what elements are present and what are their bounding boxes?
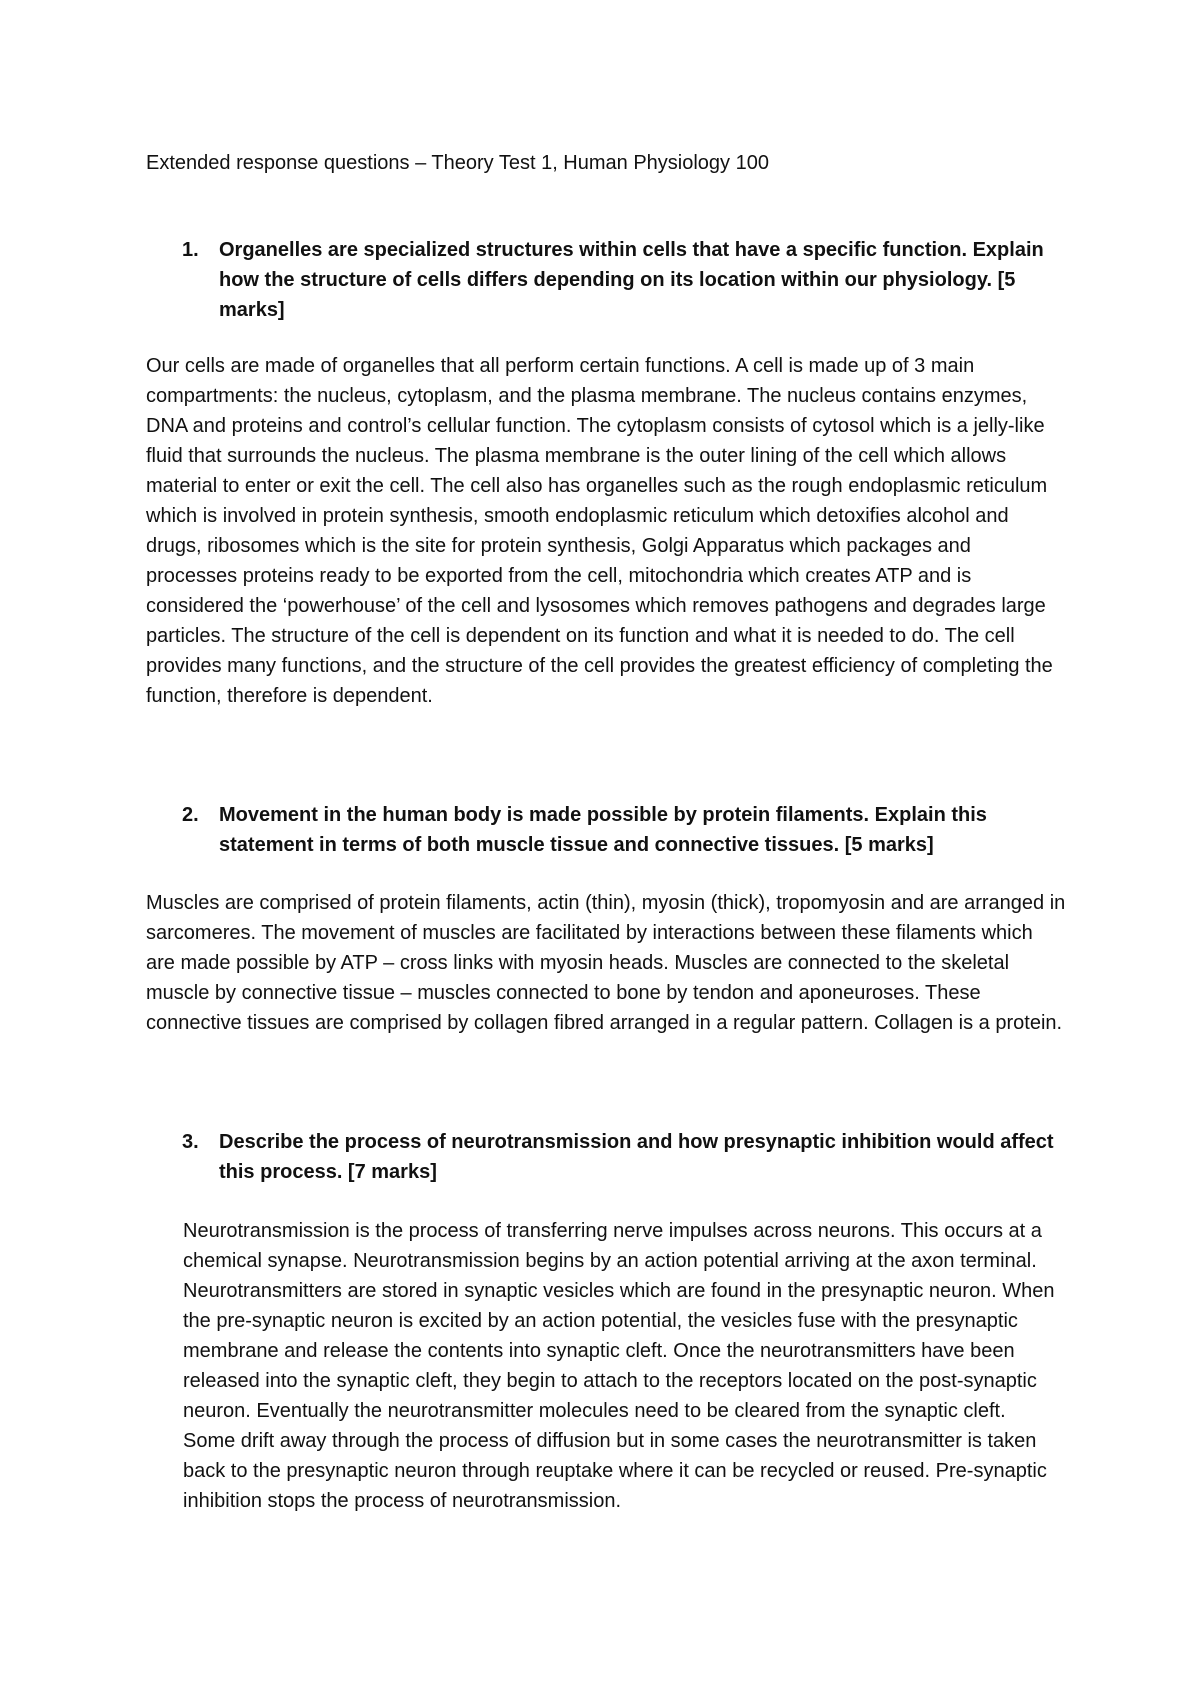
- question-text: Movement in the human body is made possible by protein filaments. Explain this statement in terms of both muscle tissue and connective tissues. [5 marks]: [219, 804, 987, 856]
- answer-3: Neurotransmission is the process of transferring nerve impulses across neurons. This occurs at a chemical synapse. Neurotransmission begins by an action potential arriving at the axon terminal. Neurotransmitters are stored in synaptic vesicles which are found in the presynaptic neuron. When the pre-synaptic neuron is excited by an action potential, the vesicles fuse with the presynaptic membrane and release the contents into synaptic cleft. Once the neurotransmitters have been released into the synaptic cleft, they begin to attach to the receptors located on the post-synaptic neuron. Eventually the neurotransmitter molecules need to be cleared from the synaptic cleft. Some drift away through the process of diffusion but in some cases the neurotransmitter is taken back to the presynaptic neuron through reuptake where it can be recycled or reused. Pre-synaptic inhibition stops the process of neurotransmission.: [183, 1220, 1055, 1512]
- question-number: 2.: [182, 804, 199, 826]
- question-1: [146, 235, 1076, 325]
- question-text: Describe the process of neurotransmission and how presynaptic inhibition would affect this process. [7 marks]: [219, 1131, 1054, 1183]
- answer-1: Our cells are made of organelles that all perform certain functions. A cell is made up of 3 main compartments: the nucleus, cytoplasm, and the plasma membrane. The nucleus contains enzymes, DNA and proteins and control’s cellular function. The cytoplasm consists of cytosol which is a jelly-like fluid that surrounds the nucleus. The plasma membrane is the outer lining of the cell which allows material to enter or exit the cell. The cell also has organelles such as the rough endoplasmic reticulum which is involved in protein synthesis, smooth endoplasmic reticulum which detoxifies alcohol and drugs, ribosomes which is the site for protein synthesis, Golgi Apparatus which packages and processes proteins ready to be exported from the cell, mitochondria which creates ATP and is considered the ‘powerhouse’ of the cell and lysosomes which removes pathogens and degrades large particles. The structure of the cell is dependent on its function and what it is needed to do. The cell provides many functions, and the structure of the cell provides the greatest efficiency of completing the function, therefore is dependent.: [146, 355, 1053, 707]
- question-3: [146, 1127, 1076, 1187]
- question-number: 1.: [182, 239, 199, 261]
- answer-2: Muscles are comprised of protein filaments, actin (thin), myosin (thick), tropomyosin and are arranged in sarcomeres. The movement of muscles are facilitated by interactions between these filaments which are made possible by ATP – cross links with myosin heads. Muscles are connected to the skeletal muscle by connective tissue – muscles connected to bone by tendon and aponeuroses. These connective tissues are comprised by collagen fibred arranged in a regular pattern. Collagen is a protein.: [146, 892, 1066, 1034]
- question-2: [146, 800, 1076, 860]
- question-number: 3.: [182, 1131, 199, 1153]
- question-text: Organelles are specialized structures within cells that have a specific function. Explain how the structure of cells differs depending on its location within our physiology. [5 marks]: [219, 239, 1044, 321]
- document-title: Extended response questions – Theory Test 1, Human Physiology 100: [146, 152, 769, 174]
